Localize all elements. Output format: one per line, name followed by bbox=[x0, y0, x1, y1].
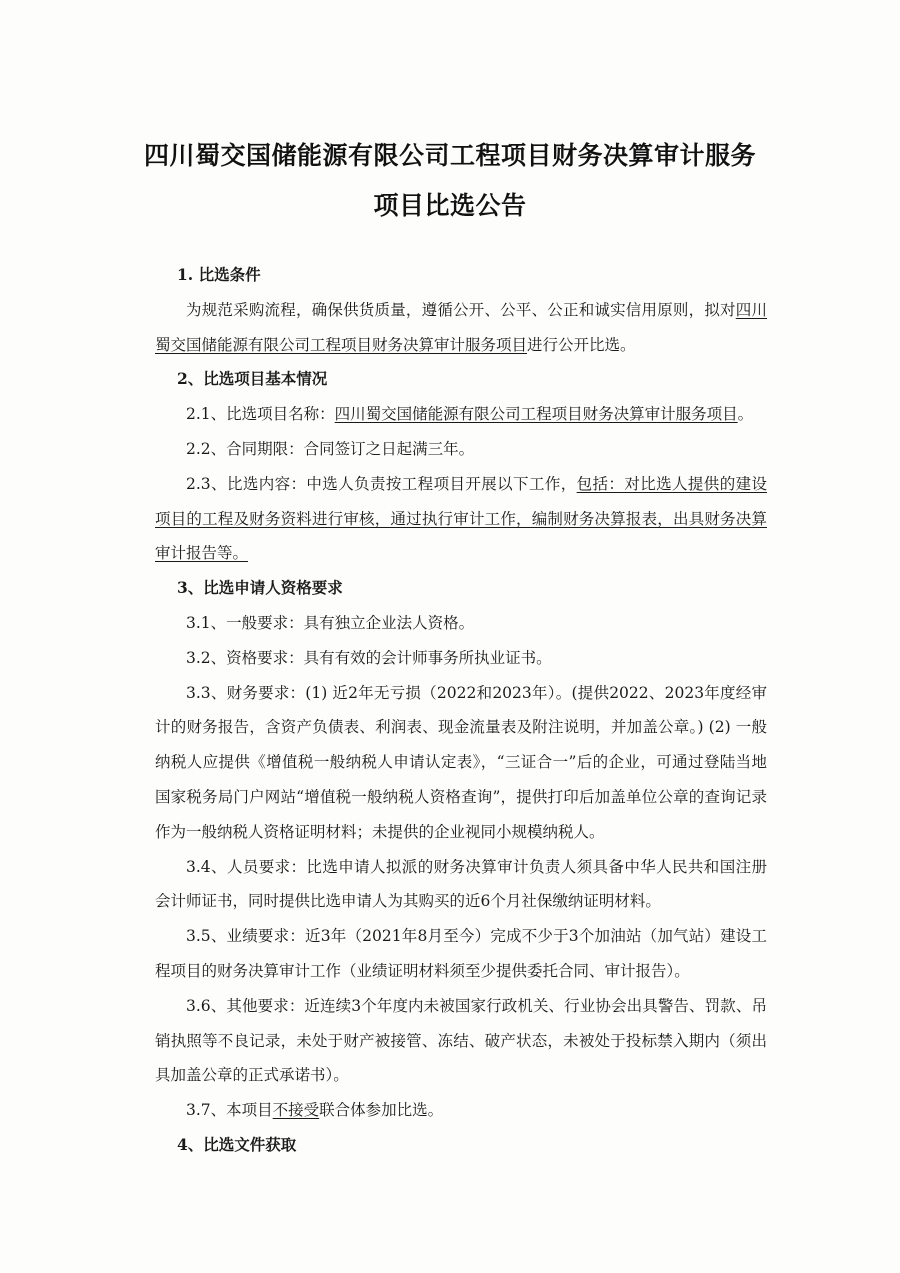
text-segment: 联合体参加比选。 bbox=[319, 1101, 444, 1120]
document-body bbox=[155, 258, 767, 1163]
section-3-heading: 3、比选申请人资格要求 bbox=[177, 578, 343, 598]
section-1-paragraph bbox=[155, 293, 767, 363]
item-3-7 bbox=[155, 1093, 767, 1128]
section-1-heading: 1. 比选条件 bbox=[177, 265, 261, 284]
item-3-6: 3.6、其他要求：近连续3个年度内未被国家行政机关、行业协会出具警告、罚款、吊销执照等不良记录，未处于财产被接管、冻结、破产状态，未被处于投标禁入期内（须出具加盖公章的正式承诺书）。 bbox=[155, 996, 767, 1085]
underlined-project-name: 四川蜀交国储能源有限公司工程项目财务决算审计服务项目 bbox=[334, 405, 738, 424]
underlined-project-name: 四川蜀交国储能源有限公司工程项目财务决算审计服务项目 bbox=[155, 300, 767, 354]
text-segment: 进行公开比选。 bbox=[527, 335, 636, 354]
text-segment: 3.7、本项目 bbox=[186, 1101, 273, 1120]
underlined-term: 不接受 bbox=[272, 1101, 320, 1120]
text-segment: 2.3、比选内容：中选人负责按工程项目开展以下工作， bbox=[186, 474, 577, 493]
text-segment: 为规范采购流程，确保供货质量，遵循公开、公平、公正和诚实信用原则，拟对 bbox=[186, 300, 736, 319]
item-3-5: 3.5、业绩要求：近3年（2021年8月至今）完成不少于3个加油站（加气站）建设工程项目的财务决算审计工作（业绩证明材料须至少提供委托合同、审计报告）。 bbox=[155, 927, 767, 980]
item-3-4: 3.4、人员要求：比选申请人拟派的财务决算审计负责人须具备中华人民共和国注册会计师证书，同时提供比选申请人为其购买的近6个月社保缴纳证明材料。 bbox=[155, 857, 767, 911]
item-3-2: 3.2、资格要求：具有有效的会计师事务所执业证书。 bbox=[186, 648, 552, 667]
underlined-scope: 包括：对比选人提供的建设项目的工程及财务资料进行审核，通过执行审计工作，编制财务决算报表，出具财务决算审计报告等。 bbox=[155, 474, 767, 563]
document-title-line1: 四川蜀交国储能源有限公司工程项目财务决算审计服务 bbox=[143, 141, 756, 170]
item-2-1 bbox=[155, 397, 767, 432]
document-title-line2: 项目比选公告 bbox=[373, 191, 527, 220]
section-4-heading: 4、比选文件获取 bbox=[177, 1134, 297, 1154]
text-segment: 2.1、比选项目名称： bbox=[186, 405, 335, 424]
item-3-1: 3.1、一般要求：具有独立企业法人资格。 bbox=[186, 613, 475, 632]
item-2-3 bbox=[155, 467, 767, 571]
item-3-3: 3.3、财务要求：(1) 近2年无亏损（2022和2023年）。(提供2022、2023年度经审计的财务报告，含资产负债表、利润表、现金流量表及附注说明，并加盖公章。) (2) 一般纳税人应提供《增值税一般纳税人申请认定表》，“三证合一”后的企业，可通过登陆当地国家税务局门户网站“增值税一般纳税人资格查询”，提供打印后加盖单位公章的查询记录作为一般纳税人资格证明材料；未提供的企业视同小规模纳税人。 bbox=[155, 683, 767, 841]
item-2-2: 2.2、合同期限：合同签订之日起满三年。 bbox=[186, 439, 475, 458]
text-segment: 。 bbox=[737, 405, 754, 424]
section-2-heading: 2、比选项目基本情况 bbox=[177, 369, 328, 389]
